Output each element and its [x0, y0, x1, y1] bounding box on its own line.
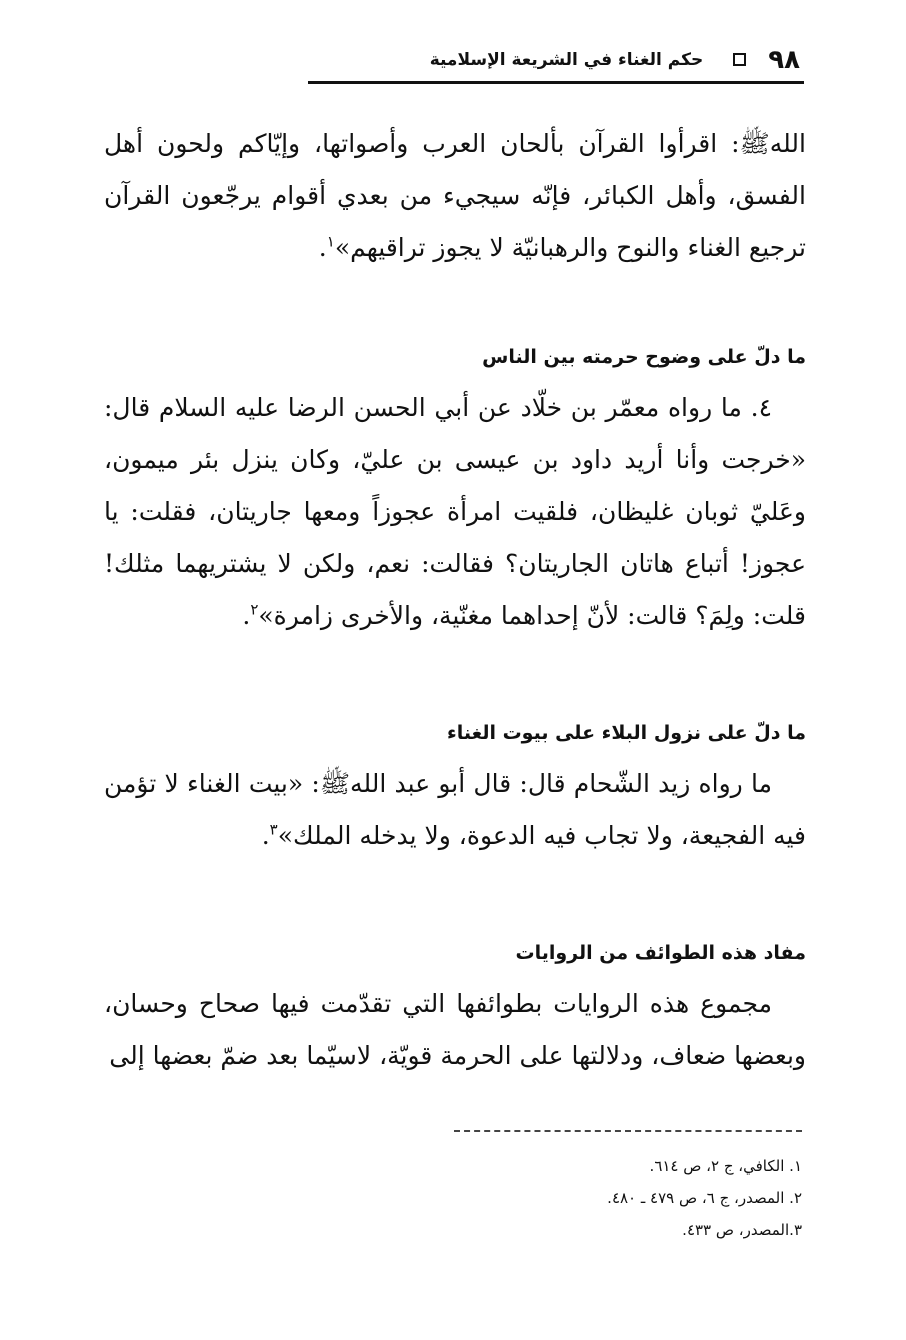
square-icon — [733, 53, 746, 66]
footnotes — [102, 1150, 802, 1246]
page-body — [104, 118, 806, 1082]
page-header — [308, 38, 804, 84]
footnote: ٣.المصدر، ص ٤٣٣. — [682, 1221, 802, 1239]
paragraph: ما رواه زيد الشّحام قال: قال أبو عبد اللهﷺ: «بيت الغناء لا تؤمن فيه الفجيعة، ولا تجاب فيه الدعوة، ولا يدخله الملك»$^٣$. — [104, 769, 806, 850]
paragraph-text: اللهﷺ: اقرأوا القرآن بألحان العرب وأصواتها، وإيّاكم ولحون أهل الفسق، وأهل الكبائر، فإنّه سيجيء من بعدي أقوام يرجّعون القرآن ترجيع الغناء والنوح والرهبانيّة لا يجوز تراقيهم» — [104, 129, 806, 262]
footnote: ١. الكافي، ج ٢، ص ٦١٤. — [649, 1157, 802, 1175]
paragraph: اللهﷺ: اقرأوا القرآن بألحان العرب وأصواتها، وإيّاكم ولحون أهل الفسق، وأهل الكبائر، فإنّه سيجيء من بعدي أقوام يرجّعون القرآن ترجيع الغناء والنوح والرهبانيّة لا يجوز تراقيهم»$^١$. — [104, 129, 806, 262]
footnote: ٢. المصدر، ج ٦، ص ٤٧٩ ـ ٤٨٠. — [607, 1189, 802, 1207]
paragraph-text: ما رواه زيد الشّحام قال: قال أبو عبد اللهﷺ: «بيت الغناء لا تؤمن فيه الفجيعة، ولا تجاب فيه الدعوة، ولا يدخله الملك» — [104, 769, 806, 850]
section-heading: مفاد هذه الطوائف من الروايات — [515, 942, 806, 964]
running-title: حكم الغناء في الشريعة الإسلامية — [429, 49, 704, 70]
paragraph: ٤. ما رواه معمّر بن خلّاد عن أبي الحسن الرضا عليه السلام قال: «خرجت وأنا أريد داود بن عيسى بن عليّ، وكان ينزل بئر ميمون، وعَليّ ثوبان غليظان، فلقيت امرأة عجوزاً ومعها جاريتان، فقلت: يا عجوز! أتباع هاتان الجاريتان؟ فقالت: نعم، ولكن لا يشتريهما مثلك! قلت: ولِمَ؟ قالت: لأنّ إحداهما مغنّية، والأخرى زامرة»$^٢$. — [104, 393, 806, 630]
paragraph — [104, 978, 806, 1082]
section-heading: ما دلّ على وضوح حرمته بين الناس — [482, 346, 806, 368]
footnote-ref: ٣ — [269, 820, 278, 839]
paragraph-text: ٤. ما رواه معمّر بن خلّاد عن أبي الحسن الرضا عليه السلام قال: «خرجت وأنا أريد داود بن عيسى بن عليّ، وكان ينزل بئر ميمون، وعَليّ ثوبان غليظان، فلقيت امرأة عجوزاً ومعها جاريتان، فقلت: يا عجوز! أتباع هاتان الجاريتان؟ فقالت: نعم، ولكن لا يشتريهما مثلك! قلت: ولِمَ؟ قالت: لأنّ إحداهما مغنّية، والأخرى زامرة» — [104, 393, 806, 630]
footnote-divider — [454, 1130, 802, 1132]
paragraph-text: مجموع هذه الروايات بطوائفها التي تقدّمت فيها صحاح وحسان، وبعضها ضعاف، ودلالتها على الحرمة قويّة، لاسيّما بعد ضمّ بعضها إلى — [104, 989, 806, 1070]
section-heading: ما دلّ على نزول البلاء على بيوت الغناء — [446, 722, 806, 744]
footnote-ref: ١ — [326, 232, 335, 251]
footnote-ref: ٢ — [250, 600, 259, 619]
page-number: ٩٨ — [768, 44, 800, 75]
